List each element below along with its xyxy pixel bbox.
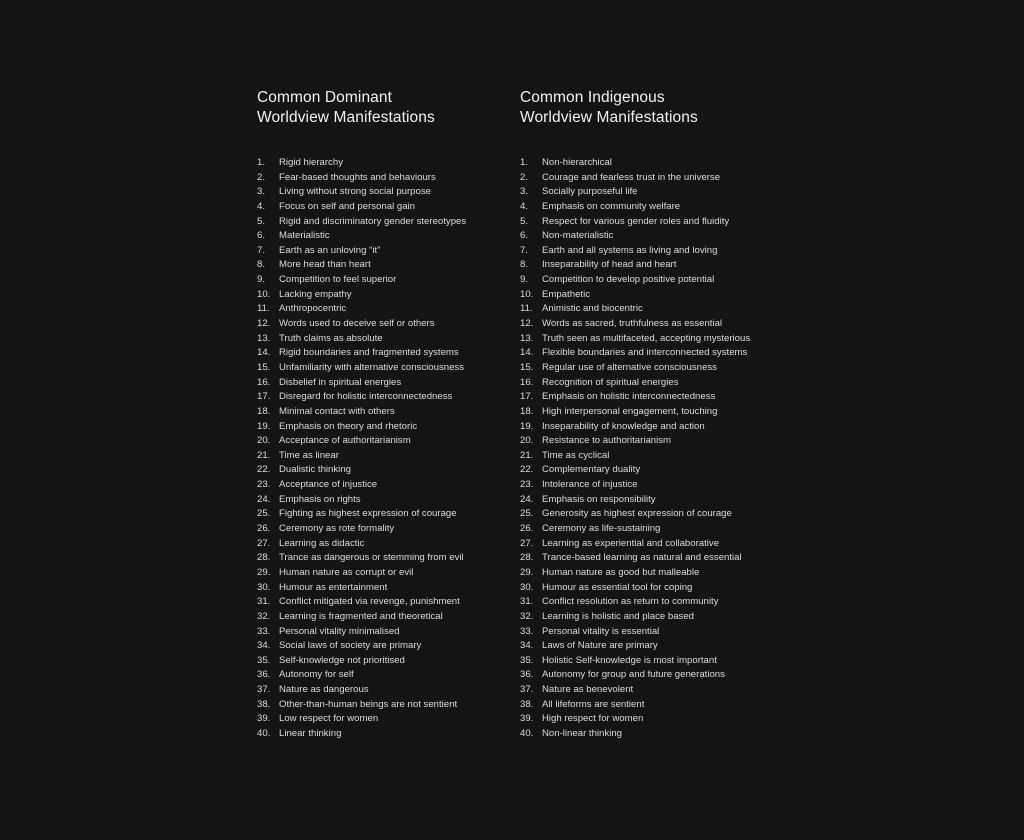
- item-text: Dualistic thinking: [279, 464, 351, 476]
- item-text: Acceptance of injustice: [279, 479, 378, 491]
- item-number: 24.: [257, 493, 271, 505]
- item-text: Empathetic: [542, 288, 590, 300]
- item-text: Earth and all systems as living and loving: [542, 244, 718, 256]
- item-number: 40.: [520, 727, 534, 739]
- list-item: [520, 595, 750, 610]
- item-text: Non-linear thinking: [542, 727, 622, 739]
- item-text: All lifeforms are sentient: [542, 698, 645, 710]
- item-number: 12.: [520, 318, 534, 330]
- item-number: 2.: [520, 171, 529, 183]
- list-item: [520, 346, 750, 361]
- item-number: 16.: [520, 376, 534, 388]
- list-item: [257, 376, 466, 391]
- item-text: Focus on self and personal gain: [279, 200, 415, 212]
- item-number: 15.: [520, 361, 534, 373]
- item-text: Complementary duality: [542, 464, 641, 476]
- list-item: [257, 332, 466, 347]
- item-number: 22.: [520, 464, 534, 476]
- title-line-1: Common Dominant: [257, 89, 393, 106]
- list-item: [257, 171, 466, 186]
- item-text: Human nature as good but malleable: [542, 566, 700, 578]
- item-text: Emphasis on responsibility: [542, 493, 656, 505]
- list-item: [257, 493, 466, 508]
- item-text: Social laws of society are primary: [279, 640, 422, 652]
- list-item: [257, 258, 466, 273]
- item-text: Low respect for women: [279, 713, 379, 725]
- item-number: 23.: [257, 479, 271, 491]
- list-item: [520, 405, 750, 420]
- list-item: [520, 493, 750, 508]
- item-number: 4.: [257, 200, 266, 212]
- list-item: [520, 229, 750, 244]
- list-item: [257, 727, 466, 742]
- item-text: Conflict mitigated via revenge, punishment: [279, 596, 460, 608]
- item-number: 8.: [520, 259, 529, 271]
- item-number: 19.: [257, 420, 271, 432]
- title-line-2: Worldview Manifestations: [520, 108, 698, 126]
- list-item: [257, 288, 466, 303]
- item-number: 26.: [520, 523, 534, 535]
- item-number: 10.: [520, 288, 534, 300]
- item-text: Disbelief in spiritual energies: [279, 376, 402, 388]
- item-text: Earth as an unloving “it”: [279, 244, 381, 256]
- item-number: 1.: [257, 157, 266, 168]
- item-number: 20.: [520, 435, 534, 447]
- list-item: [520, 522, 750, 537]
- item-number: 22.: [257, 464, 271, 476]
- item-text: Living without strong social purpose: [279, 186, 431, 198]
- item-text: Laws of Nature are primary: [542, 640, 658, 652]
- item-number: 8.: [257, 259, 266, 271]
- item-text: Personal vitality is essential: [542, 625, 660, 637]
- item-number: 29.: [520, 566, 534, 578]
- item-number: 18.: [520, 405, 534, 417]
- item-text: More head than heart: [279, 259, 371, 271]
- item-text: Human nature as corrupt or evil: [279, 566, 414, 578]
- item-number: 25.: [257, 508, 271, 520]
- item-text: Learning as experiential and collaborative: [542, 537, 720, 549]
- list-item: [257, 273, 466, 288]
- item-text: Words used to deceive self or others: [279, 318, 435, 330]
- item-text: Regular use of alternative consciousness: [542, 361, 717, 373]
- list-item: [257, 390, 466, 405]
- item-number: 7.: [257, 244, 266, 256]
- list-item: [520, 273, 750, 288]
- list-item: [257, 244, 466, 259]
- item-text: High interpersonal engagement, touching: [542, 405, 718, 417]
- item-number: 33.: [257, 625, 271, 637]
- item-text: Personal vitality minimalised: [279, 625, 400, 637]
- item-text: Lacking empathy: [279, 288, 352, 300]
- list-item: [520, 698, 750, 713]
- item-text: Rigid hierarchy: [279, 157, 343, 168]
- item-number: 1.: [520, 157, 529, 168]
- item-text: Time as linear: [279, 449, 339, 461]
- list-item: [520, 463, 750, 478]
- item-text: Courage and fearless trust in the universe: [542, 171, 721, 183]
- item-number: 6.: [257, 230, 266, 242]
- list-item: [257, 551, 466, 566]
- list-item: [257, 625, 466, 640]
- list-item: [520, 390, 750, 405]
- item-text: Ceremony as life-sustaining: [542, 523, 661, 535]
- item-text: Trance-based learning as natural and essential: [542, 552, 742, 564]
- item-number: 5.: [520, 215, 529, 227]
- item-text: Emphasis on community welfare: [542, 200, 681, 212]
- item-text: Minimal contact with others: [279, 405, 395, 417]
- item-text: Words as sacred, truthfulness as essential: [542, 318, 723, 330]
- item-text: Autonomy for self: [279, 669, 354, 681]
- item-text: Other-than-human beings are not sentient: [279, 698, 458, 710]
- item-text: Disregard for holistic interconnectedness: [279, 391, 453, 403]
- item-text: Inseparability of head and heart: [542, 259, 677, 271]
- item-number: 4.: [520, 200, 529, 212]
- item-text: Learning is fragmented and theoretical: [279, 610, 443, 622]
- item-number: 29.: [257, 566, 271, 578]
- item-text: Generosity as highest expression of courage: [542, 508, 732, 520]
- item-number: 16.: [257, 376, 271, 388]
- item-text: Ceremony as rote formality: [279, 523, 395, 535]
- item-number: 13.: [520, 332, 534, 344]
- item-number: 28.: [520, 552, 534, 564]
- item-number: 23.: [520, 479, 534, 491]
- item-number: 11.: [520, 303, 533, 315]
- list-item: [257, 156, 466, 171]
- list-item: [520, 185, 750, 200]
- item-text: Non-hierarchical: [542, 157, 612, 168]
- item-number: 3.: [257, 186, 266, 198]
- list-item: [520, 654, 750, 669]
- item-number: 18.: [257, 405, 271, 417]
- item-text: Rigid and discriminatory gender stereotypes: [279, 215, 467, 227]
- item-text: Trance as dangerous or stemming from evil: [279, 552, 464, 564]
- item-number: 15.: [257, 361, 271, 373]
- item-number: 34.: [520, 640, 534, 652]
- list-item: [257, 449, 466, 464]
- item-number: 13.: [257, 332, 271, 344]
- list-item: [257, 654, 466, 669]
- item-number: 11.: [257, 303, 270, 315]
- list-item: [257, 639, 466, 654]
- item-number: 2.: [257, 171, 266, 183]
- item-text: Intolerance of injustice: [542, 479, 638, 491]
- item-text: Self-knowledge not prioritised: [279, 654, 405, 666]
- item-text: Socially purposeful life: [542, 186, 638, 198]
- list-item: [257, 522, 466, 537]
- item-text: Humour as entertainment: [279, 581, 388, 593]
- item-text: Nature as dangerous: [279, 684, 369, 696]
- item-number: 39.: [520, 713, 534, 725]
- item-number: 39.: [257, 713, 271, 725]
- item-number: 35.: [520, 654, 534, 666]
- list-item: [520, 317, 750, 332]
- list-item: [520, 551, 750, 566]
- item-text: Rigid boundaries and fragmented systems: [279, 347, 459, 359]
- list-item: [257, 595, 466, 610]
- item-text: Humour as essential tool for coping: [542, 581, 693, 593]
- list-item: [257, 668, 466, 683]
- item-number: 30.: [257, 581, 271, 593]
- item-number: 21.: [520, 449, 534, 461]
- item-number: 36.: [257, 669, 271, 681]
- list-item: [520, 200, 750, 215]
- list-item: [520, 244, 750, 259]
- title-line-2: Worldview Manifestations: [257, 108, 435, 126]
- item-number: 38.: [257, 698, 271, 710]
- item-number: 3.: [520, 186, 529, 198]
- list-item: [257, 537, 466, 552]
- item-text: Time as cyclical: [542, 449, 610, 461]
- item-number: 36.: [520, 669, 534, 681]
- item-number: 9.: [257, 274, 266, 286]
- item-text: Acceptance of authoritarianism: [279, 435, 411, 447]
- list-item: [520, 581, 750, 596]
- list-item: [257, 683, 466, 698]
- list-item: [257, 610, 466, 625]
- item-text: Linear thinking: [279, 727, 342, 739]
- dominant-worldview-column: [257, 88, 507, 739]
- list-item: [520, 683, 750, 698]
- item-number: 10.: [257, 288, 271, 300]
- item-number: 30.: [520, 581, 534, 593]
- item-text: Truth claims as absolute: [279, 332, 383, 344]
- list-item: [257, 302, 466, 317]
- list-item: [520, 566, 750, 581]
- list-item: [257, 346, 466, 361]
- list-item: [520, 361, 750, 376]
- dominant-worldview-title: [257, 88, 507, 127]
- item-number: 5.: [257, 215, 266, 227]
- item-number: 37.: [257, 684, 271, 696]
- list-item: [520, 639, 750, 654]
- item-text: Materialistic: [279, 230, 330, 242]
- item-number: 35.: [257, 654, 271, 666]
- list-item: [257, 185, 466, 200]
- list-item: [520, 625, 750, 640]
- list-item: [520, 478, 750, 493]
- item-text: Inseparability of knowledge and action: [542, 420, 705, 432]
- list-item: [520, 302, 750, 317]
- list-item: [520, 156, 750, 171]
- item-number: 20.: [257, 435, 271, 447]
- list-item: [257, 698, 466, 713]
- list-item: [520, 712, 750, 727]
- list-item: [257, 434, 466, 449]
- list-item: [257, 420, 466, 435]
- item-text: Conflict resolution as return to community: [542, 596, 719, 608]
- list-item: [520, 215, 750, 230]
- list-item: [520, 668, 750, 683]
- title-line-1: Common Indigenous: [520, 89, 665, 106]
- item-text: Nature as benevolent: [542, 684, 634, 696]
- list-item: [520, 171, 750, 186]
- item-text: Emphasis on rights: [279, 493, 361, 505]
- item-number: 7.: [520, 244, 529, 256]
- item-text: Anthropocentric: [279, 303, 347, 315]
- indigenous-worldview-list: [520, 156, 750, 742]
- list-item: [520, 332, 750, 347]
- list-item: [257, 566, 466, 581]
- list-item: [520, 434, 750, 449]
- item-number: 32.: [520, 610, 534, 622]
- dominant-worldview-list: [257, 156, 466, 742]
- item-number: 17.: [257, 391, 271, 403]
- item-number: 38.: [520, 698, 534, 710]
- item-text: Fear-based thoughts and behaviours: [279, 171, 436, 183]
- item-text: Learning is holistic and place based: [542, 610, 695, 622]
- list-item: [520, 449, 750, 464]
- list-item: [520, 610, 750, 625]
- indigenous-worldview-title: [520, 88, 780, 127]
- list-item: [257, 463, 466, 478]
- list-item: [520, 288, 750, 303]
- list-item: [257, 405, 466, 420]
- item-text: Fighting as highest expression of courage: [279, 508, 457, 520]
- item-number: 14.: [257, 347, 271, 359]
- item-number: 21.: [257, 449, 271, 461]
- list-item: [520, 376, 750, 391]
- list-item: [520, 420, 750, 435]
- item-text: Competition to develop positive potential: [542, 274, 715, 286]
- list-item: [257, 581, 466, 596]
- list-item: [257, 317, 466, 332]
- item-text: Autonomy for group and future generations: [542, 669, 725, 681]
- item-text: Holistic Self-knowledge is most important: [542, 654, 717, 666]
- item-text: Flexible boundaries and interconnected systems: [542, 347, 748, 359]
- item-number: 14.: [520, 347, 534, 359]
- item-text: Respect for various gender roles and fluidity: [542, 215, 730, 227]
- list-item: [520, 507, 750, 522]
- list-item: [520, 727, 750, 742]
- item-text: Truth seen as multifaceted, accepting mysterious: [542, 332, 751, 344]
- item-number: 31.: [257, 596, 271, 608]
- list-item: [257, 215, 466, 230]
- item-number: 19.: [520, 420, 534, 432]
- item-number: 26.: [257, 523, 271, 535]
- list-item: [257, 478, 466, 493]
- item-number: 34.: [257, 640, 271, 652]
- item-number: 17.: [520, 391, 534, 403]
- list-item: [257, 361, 466, 376]
- item-number: 9.: [520, 274, 529, 286]
- item-number: 32.: [257, 610, 271, 622]
- list-item: [520, 537, 750, 552]
- item-number: 28.: [257, 552, 271, 564]
- list-item: [520, 258, 750, 273]
- item-number: 12.: [257, 318, 271, 330]
- list-item: [257, 229, 466, 244]
- item-text: Learning as didactic: [279, 537, 365, 549]
- item-text: Emphasis on holistic interconnectedness: [542, 391, 716, 403]
- item-number: 40.: [257, 727, 271, 739]
- item-text: Animistic and biocentric: [542, 303, 643, 315]
- item-number: 24.: [520, 493, 534, 505]
- list-item: [257, 200, 466, 215]
- item-number: 33.: [520, 625, 534, 637]
- item-text: Recognition of spiritual energies: [542, 376, 679, 388]
- item-number: 27.: [257, 537, 271, 549]
- item-number: 6.: [520, 230, 529, 242]
- list-item: [257, 507, 466, 522]
- item-number: 27.: [520, 537, 534, 549]
- item-number: 37.: [520, 684, 534, 696]
- item-text: Competition to feel superior: [279, 274, 397, 286]
- item-text: Resistance to authoritarianism: [542, 435, 672, 447]
- item-text: Emphasis on theory and rhetoric: [279, 420, 418, 432]
- item-text: High respect for women: [542, 713, 644, 725]
- indigenous-worldview-column: [520, 88, 780, 739]
- item-number: 31.: [520, 596, 534, 608]
- item-text: Unfamiliarity with alternative consciousness: [279, 361, 465, 373]
- list-item: [257, 712, 466, 727]
- item-number: 25.: [520, 508, 534, 520]
- item-text: Non-materialistic: [542, 230, 614, 242]
